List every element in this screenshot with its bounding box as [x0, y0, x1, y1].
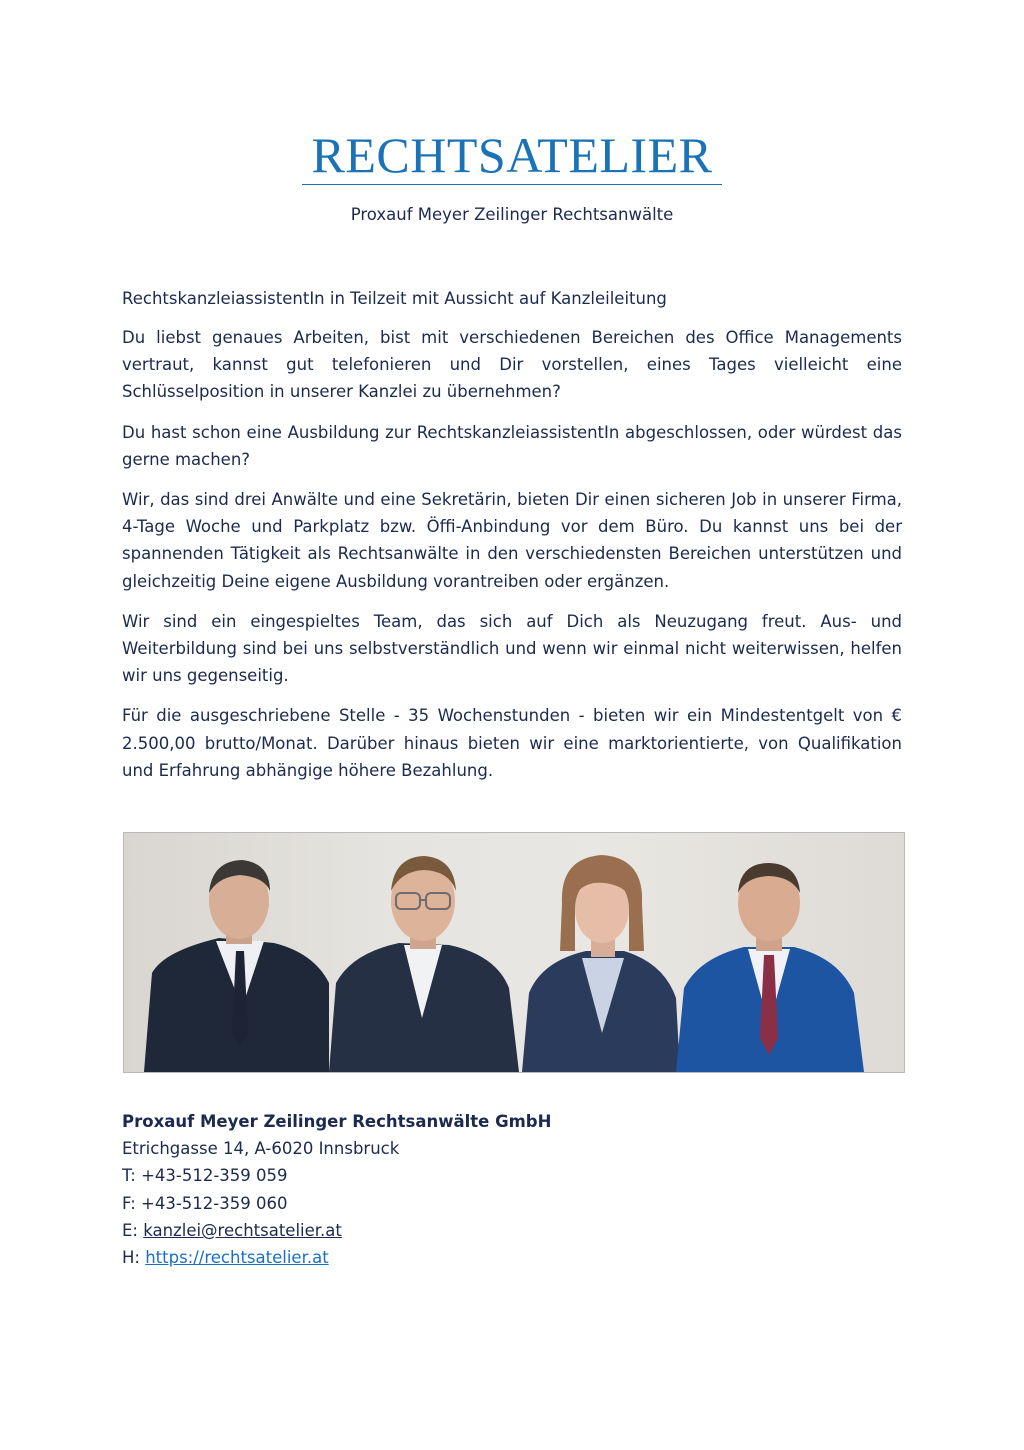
team-photo-illustration: [124, 833, 904, 1072]
person-1: [144, 860, 329, 1072]
paragraph-offer: Wir, das sind drei Anwälte und eine Sekretärin, bieten Dir einen sicheren Job in unserer Firma, 4-Tage Woche und Parkplatz bzw. Öffi-Anbindung vor dem Büro. Du kannst uns bei der spannenden Tätigkeit als Rechtsanwälte in den verschiedensten Bereichen unterstützen und gleichzeitig Deine eigene Ausbildung vorantreiben oder ergänzen.: [122, 490, 902, 591]
website-label: H:: [122, 1248, 146, 1268]
email-line: [122, 1217, 902, 1244]
fax-number: +43-512-359 060: [141, 1193, 288, 1213]
company-name: Proxauf Meyer Zeilinger Rechtsanwälte GmbH: [122, 1112, 552, 1131]
phone-line: [122, 1162, 902, 1189]
job-posting: [122, 285, 902, 797]
person-4: [676, 863, 864, 1072]
logo-underline: [302, 184, 722, 185]
email-link[interactable]: kanzlei@rechtsatelier.at: [143, 1220, 342, 1240]
logo-wordmark: RECHTSATELIER: [311, 127, 713, 183]
company-logo: [302, 128, 722, 185]
website-line: [122, 1244, 902, 1271]
fax-label: F:: [122, 1193, 142, 1213]
phone-label: T:: [122, 1166, 142, 1186]
firm-subtitle: Proxauf Meyer Zeilinger Rechtsanwälte: [350, 205, 674, 224]
paragraph-salary: Für die ausgeschriebene Stelle - 35 Wochenstunden - bieten wir ein Mindestentgelt von € 2.500,00 brutto/Monat. Darüber hinaus bieten wir eine marktorientierte, von Qualifikation und Erfahrung abhängige höhere Bezahlung.: [122, 706, 902, 780]
paragraph-intro: Du liebst genaues Arbeiten, bist mit verschiedenen Bereichen des Office Managements vertraut, kannst gut telefonieren und Dir vorstellen, eines Tages vielleicht eine Schlüsselposition in unserer Kanzlei zu übernehmen?: [122, 328, 902, 402]
team-photo: [123, 832, 905, 1073]
person-2: [329, 856, 519, 1072]
address-line: Etrichgasse 14, A-6020 Innsbruck: [122, 1139, 400, 1158]
person-3: [522, 855, 680, 1072]
website-link[interactable]: https://rechtsatelier.at: [145, 1248, 329, 1268]
fax-line: [122, 1190, 902, 1217]
paragraph-training: Du hast schon eine Ausbildung zur RechtskanzleiassistentIn abgeschlossen, oder würdest das gerne machen?: [122, 422, 902, 469]
paragraph-team: Wir sind ein eingespieltes Team, das sich auf Dich als Neuzugang freut. Aus- und Weiterbildung sind bei uns selbstverständlich und wenn wir einmal nicht weiterwissen, helfen wir uns gegenseitig.: [122, 611, 902, 686]
contact-block: [122, 1108, 902, 1271]
email-label: E:: [122, 1220, 144, 1240]
phone-number: +43-512-359 059: [141, 1166, 288, 1186]
job-title: RechtskanzleiassistentIn in Teilzeit mit Aussicht auf Kanzleileitung: [122, 289, 667, 308]
